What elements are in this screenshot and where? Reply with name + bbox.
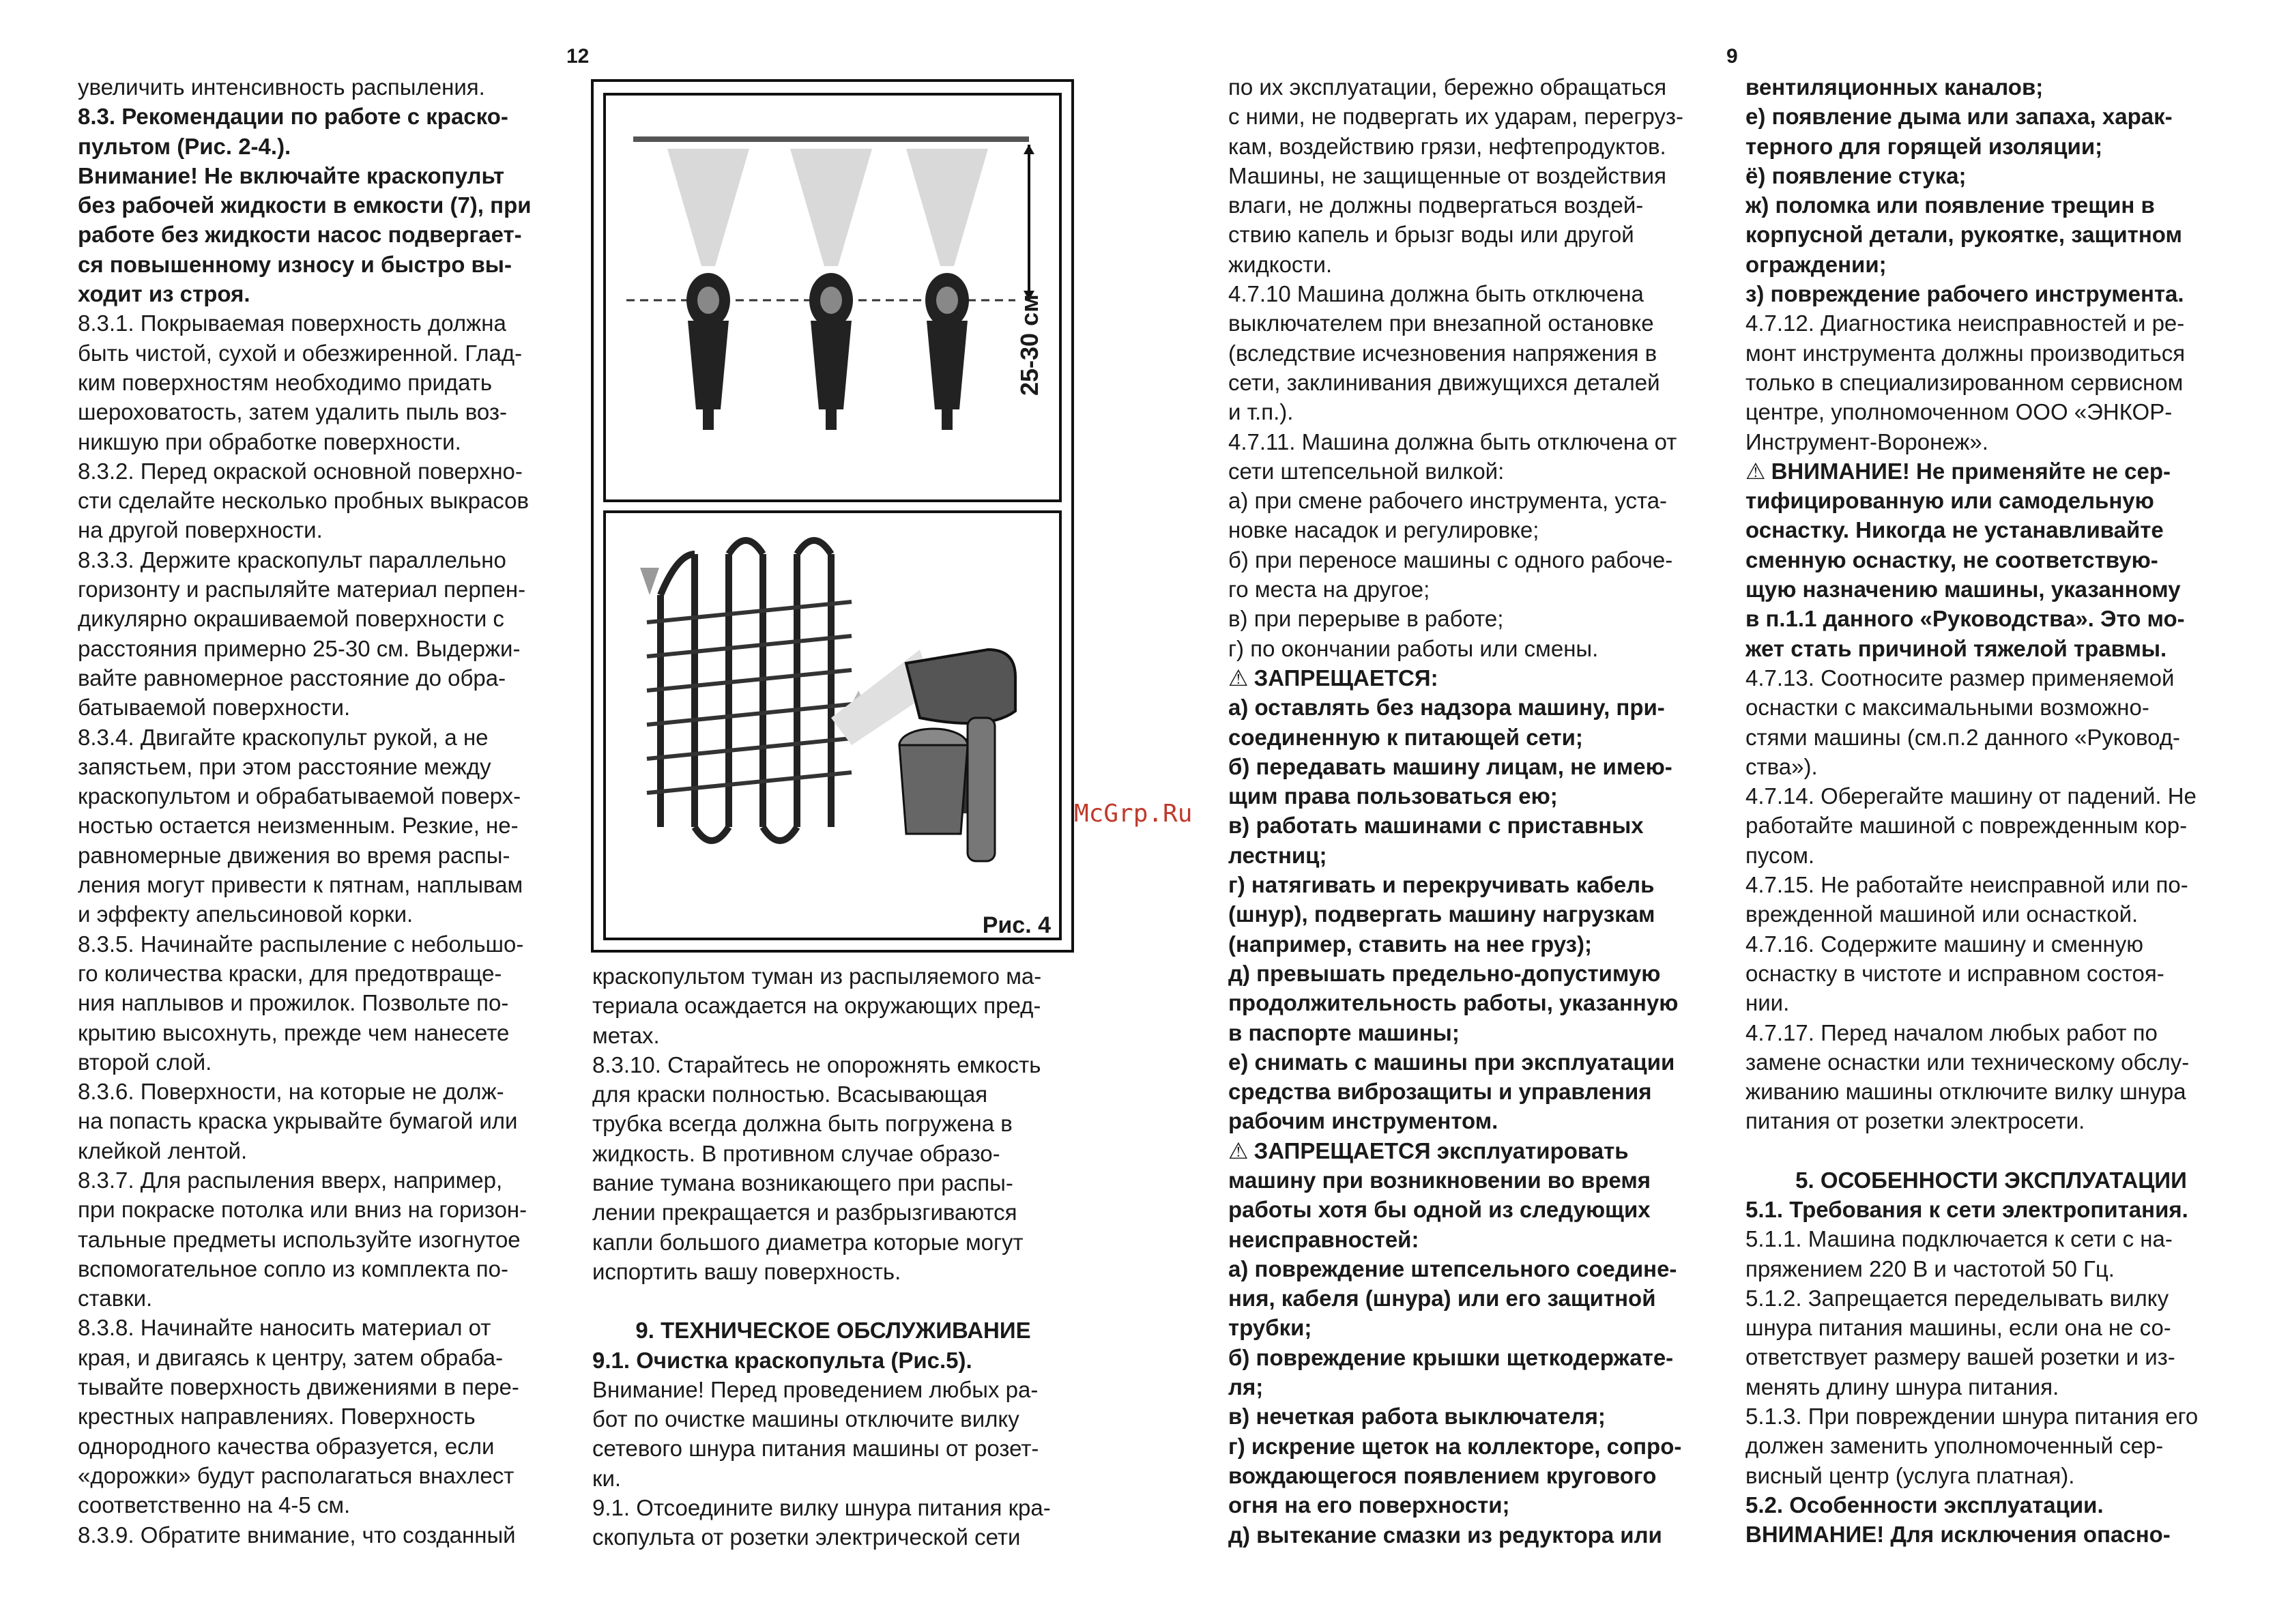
text-line: работы хотя бы одной из следующих [1228, 1197, 1651, 1223]
text-line: «дорожки» будут располагаться внахлест [78, 1462, 514, 1488]
warning-line: без рабочей жидкости в емкости (7), при [78, 192, 532, 218]
text-line: 8.3.10. Старайтесь не опорожнять емкость [592, 1052, 1041, 1077]
text-line: горизонту и распыляйте материал перпен- [78, 577, 526, 603]
text-line: оснастки с максимальными возможно- [1745, 695, 2149, 721]
text-line: метах. [592, 1022, 660, 1048]
text-line: сети штепсельной вилкой: [1228, 458, 1505, 484]
text-line: тальные предметы используйте изогнутое [78, 1226, 521, 1252]
text-line: 5.1.2. Запрещается переделывать вилку [1745, 1285, 2169, 1311]
section-heading: 9. ТЕХНИЧЕСКОЕ ОБСЛУЖИВАНИЕ [635, 1318, 1031, 1344]
spray-gun-1 [686, 273, 730, 430]
text-line: Инструмент-Воронеж». [1745, 429, 1988, 454]
text-line: корпусной детали, рукоятке, защитном [1745, 222, 2182, 248]
radiator-fins [647, 602, 852, 793]
text-line: работайте машиной с поврежденным кор- [1745, 813, 2188, 839]
text-line: з) повреждение рабочего инструмента. [1745, 281, 2184, 307]
text-line: д) превышать предельно-допустимую [1228, 960, 1661, 986]
radiator-spraying-illustration [606, 513, 1059, 938]
section-heading: 5. ОСОБЕННОСТИ ЭКСПЛУАТАЦИИ [1795, 1167, 2187, 1193]
prohibited-heading: ⚠ ЗАПРЕЩАЕТСЯ: [1228, 663, 1724, 693]
text-line: ки. [592, 1465, 622, 1491]
text-line: врежденной машиной или оснасткой. [1745, 901, 2139, 927]
text-line: центре, уполномоченном ООО «ЭНКОР- [1745, 399, 2173, 425]
text-line: сетевого шнура питания машины от розет- [592, 1436, 1039, 1462]
text-line: тывайте поверхность движениями в пере- [78, 1374, 519, 1400]
text-line: машину при возникновении во время [1228, 1167, 1651, 1193]
spray-gun [899, 650, 1015, 861]
figure-4 [591, 79, 1074, 953]
text-line: выключателем при внезапной остановке [1228, 310, 1654, 336]
text-line: 8.3.4. Двигайте краскопульт рукой, а не [78, 724, 489, 750]
text-line: тифицированную или самодельную [1745, 488, 2154, 514]
text-line: г) искрение щеток на коллекторе, сопро- [1228, 1433, 1682, 1459]
text-line: б) при переносе машины с одного рабоче- [1228, 547, 1673, 572]
text-line: д) вытекание смазки из редуктора или [1228, 1522, 1662, 1548]
text-line: средства виброзащиты и управления [1228, 1079, 1652, 1105]
text-line: пряжением 220 В и частотой 50 Гц. [1745, 1256, 2115, 1281]
text-line: запястьем, при этом расстояние между [78, 753, 491, 779]
text-line: 4.7.11. Машина должна быть отключена от [1228, 429, 1677, 454]
text-line: увеличить интенсивность распыления. [78, 74, 485, 100]
spray-cone-3 [906, 149, 988, 266]
text-line: для краски полностью. Всасывающая [592, 1082, 988, 1107]
text-line: трубки; [1228, 1315, 1312, 1341]
text-line: ким поверхностям необходимо придать [78, 369, 493, 395]
distance-label: 25-30 см [1015, 294, 1043, 396]
text-line: вспомогательное сопло из комплекта по- [78, 1256, 508, 1281]
text-line: только в специализированном сервисном [1745, 369, 2184, 395]
text-line: второй слой. [78, 1049, 212, 1075]
text-line: 4.7.14. Оберегайте машину от падений. Не [1745, 783, 2197, 809]
text-line: (вследствие исчезновения напряжения в [1228, 340, 1657, 366]
spray-cone-1 [667, 149, 749, 266]
column-4 [1745, 72, 2237, 1550]
text-line: терного для горящей изоляции; [1745, 133, 2103, 159]
text-line: в) при перерыве в работе; [1228, 606, 1504, 632]
text-line: ограждении; [1745, 251, 1887, 277]
spray-gun-2 [809, 273, 853, 430]
radiator [661, 540, 831, 841]
text-line: по их эксплуатации, бережно обращаться [1228, 74, 1667, 100]
text-line: в п.1.1 данного «Руководства». Это мо- [1745, 606, 2185, 632]
text-line: ства»). [1745, 753, 1818, 779]
text-line: 8.3.3. Держите краскопульт параллельно [78, 547, 506, 572]
text-line: 4.7.16. Содержите машину и сменную [1745, 931, 2143, 957]
text-line: стями машины (см.п.2 данного «Руковод- [1745, 724, 2181, 750]
text-line: бот по очистке машины отключите вилку [592, 1406, 1019, 1432]
text-line: висный центр (услуга платная). [1745, 1462, 2075, 1488]
text-line: оснастку в чистоте и исправном состоя- [1745, 960, 2164, 986]
text-line: ж) поломка или появление трещин в [1745, 192, 2155, 218]
text-line: новке насадок и регулировке; [1228, 517, 1539, 543]
text-line: Внимание! Перед проведением любых ра- [592, 1376, 1039, 1402]
column-2 [592, 961, 1074, 1552]
text-line: батываемой поверхности. [78, 695, 351, 721]
text-line: 4.7.17. Перед началом любых работ по [1745, 1019, 2158, 1045]
spray-cone-2 [790, 149, 872, 266]
text-line: ВНИМАНИЕ! Для исключения опасно- [1745, 1522, 2171, 1548]
spray-gun-3 [925, 273, 969, 430]
column-3 [1228, 72, 1724, 1550]
text-line: с ними, не подвергать их ударам, перегруз- [1228, 104, 1683, 130]
text-line: скопульта от розетки электрической сети [592, 1524, 1021, 1550]
text-line: испортить вашу поверхность. [592, 1258, 901, 1284]
text-line: монт инструмента должны производиться [1745, 340, 2186, 366]
text-line: ответствует размеру вашей розетки и из- [1745, 1344, 2175, 1370]
text-line: ля; [1228, 1374, 1264, 1400]
text-line: соединенную к питающей сети; [1228, 724, 1583, 750]
text-line: 8.3.6. Поверхности, на которые не долж- [78, 1079, 504, 1105]
subsection-heading: 5.1. Требования к сети электропитания. [1745, 1196, 2188, 1222]
text-line: териала осаждается на окружающих пред- [592, 993, 1041, 1019]
text-line: сменную оснастку, не соответствую- [1745, 547, 2158, 572]
text-line: щим права пользоваться ею; [1228, 783, 1558, 809]
text-line: должен заменить уполномоченный сер- [1745, 1433, 2164, 1459]
text-line: края, и двигаясь к центру, затем обраба- [78, 1344, 504, 1370]
page-number-right: 9 [1726, 45, 1738, 68]
text-line: быть чистой, сухой и обезжиренной. Глад- [78, 340, 523, 366]
text-line: вентиляционных каналов; [1745, 74, 2044, 100]
text-line: краскопультом туман из распыляемого ма- [592, 963, 1042, 989]
text-line: жидкость. В противном случае образо- [592, 1140, 1000, 1166]
text-line: равномерные движения во время распы- [78, 842, 510, 868]
section-heading: 8.3. Рекомендации по работе с краско- [78, 104, 508, 130]
text-line: и т.п.). [1228, 399, 1294, 425]
text-line: 8.3.1. Покрываемая поверхность должна [78, 310, 506, 336]
warning-line: ходит из строя. [78, 281, 250, 307]
text-line: краскопультом и обрабатываемой поверх- [78, 783, 521, 809]
text-line: г) по окончании работы или смены. [1228, 635, 1599, 661]
text-line: е) снимать с машины при эксплуатации [1228, 1049, 1675, 1075]
spray-distance-illustration [606, 96, 1059, 499]
text-line: питания от розетки электросети. [1745, 1108, 2085, 1134]
text-line: никшую при обработке поверхности. [78, 429, 461, 454]
text-line: ления могут привести к пятнам, наплывам [78, 872, 523, 898]
text-line: жидкости. [1228, 251, 1333, 277]
text-line: е) появление дыма или запаха, харак- [1745, 104, 2173, 130]
text-line: трубка всегда должна быть погружена в [592, 1111, 1013, 1137]
text-line: вание тумана возникающего при распы- [592, 1170, 1013, 1196]
text-line: крестных направлениях. Поверхность [78, 1404, 476, 1430]
text-line: 5.1.1. Машина подключается к сети с на- [1745, 1226, 2173, 1252]
text-line: шероховатость, затем удалить пыль воз- [78, 399, 508, 425]
text-line: ния, кабеля (шнура) или его защитной [1228, 1286, 1656, 1311]
text-line: 4.7.12. Диагностика неисправностей и ре- [1745, 310, 2185, 336]
figure-caption: Рис. 4 [982, 912, 1051, 938]
column-1 [78, 72, 564, 1550]
figure-4-radiator-panel [603, 510, 1062, 940]
text-line: а) оставлять без надзора машину, при- [1228, 695, 1665, 721]
text-line: дикулярно окрашиваемой поверхности с [78, 606, 504, 632]
text-line: менять длину шнура питания. [1745, 1374, 2059, 1400]
subsection-heading: 9.1. Очистка краскопульта (Рис.5). [592, 1347, 972, 1373]
text-line: 8.3.2. Перед окраской основной поверхно- [78, 458, 523, 484]
text-line: 8.3.5. Начинайте распыление с небольшо- [78, 931, 524, 957]
text-line: неисправностей: [1228, 1226, 1419, 1252]
text-line: Машины, не защищенные от воздействия [1228, 162, 1666, 188]
text-line: вождающегося появлением кругового [1228, 1462, 1657, 1488]
text-line: (шнур), подвергать машину нагрузкам [1228, 901, 1655, 927]
text-line: г) натягивать и перекручивать кабель [1228, 872, 1655, 898]
text-line: соответственно на 4-5 см. [78, 1492, 351, 1518]
text-line: в) нечеткая работа выключателя; [1228, 1404, 1606, 1430]
text-line: сети, заклинивания движущихся деталей [1228, 369, 1660, 395]
text-line: огня на его поверхности; [1228, 1492, 1510, 1518]
text-line: б) повреждение крышки щеткодержате- [1228, 1344, 1674, 1370]
text-line: 8.3.8. Начинайте наносить материал от [78, 1315, 491, 1341]
text-line: 4.7.10 Машина должна быть отключена [1228, 281, 1644, 307]
text-line: б) передавать машину лицам, не имею- [1228, 753, 1672, 779]
text-line: 4.7.15. Не работайте неисправной или по- [1745, 872, 2188, 898]
text-line: го количества краски, для предотвраще- [78, 960, 502, 986]
text-line: расстояния примерно 25-30 см. Выдержи- [78, 635, 521, 661]
text-line: влаги, не должны подвергаться воздей- [1228, 192, 1644, 218]
text-line: шнура питания машины, если она не со- [1745, 1315, 2171, 1341]
text-line: в паспорте машины; [1228, 1019, 1460, 1045]
text-line: 8.3.7. Для распыления вверх, например, [78, 1167, 503, 1193]
text-line: ностью остается неизменным. Резкие, не- [78, 813, 519, 839]
text-line: 8.3.9. Обратите внимание, что созданный [78, 1522, 516, 1548]
text-line: рабочим инструментом. [1228, 1108, 1498, 1134]
text-line: при покраске потолка или вниз на горизон- [78, 1197, 527, 1223]
page-number-left: 12 [566, 45, 590, 68]
text-line: сти сделайте несколько пробных выкрасов [78, 488, 530, 514]
text-line: на попасть краска укрывайте бумагой или [78, 1108, 518, 1134]
text-line: 5.1.3. При повреждении шнура питания его [1745, 1404, 2199, 1430]
text-line: пусом. [1745, 842, 1815, 868]
text-line: вайте равномерное расстояние до обра- [78, 665, 506, 691]
text-line: 4.7.13. Соотносите размер применяемой [1745, 665, 2175, 691]
text-line: ё) появление стука; [1745, 162, 1967, 188]
text-line: живанию машины отключите вилку шнура [1745, 1079, 2186, 1105]
text-line: капли большого диаметра которые могут [592, 1229, 1024, 1255]
text-line: однородного качества образуется, если [78, 1433, 495, 1459]
text-line: го места на другое; [1228, 577, 1430, 603]
text-line: лении прекращается и разбрызгиваются [592, 1200, 1017, 1226]
text-line: лестниц; [1228, 842, 1327, 868]
text-line: кам, воздействию грязи, нефтепродуктов. [1228, 133, 1666, 159]
text-line: замене оснастки или техническому обслу- [1745, 1049, 2190, 1075]
warning-line: Внимание! Не включайте краскопульт [78, 162, 505, 188]
watermark: McGrp.Ru [1074, 800, 1193, 828]
text-line: а) повреждение штепсельного соедине- [1228, 1256, 1677, 1281]
text-line: ствию капель и брызг воды или другой [1228, 222, 1634, 248]
text-line: клейкой лентой. [78, 1137, 248, 1163]
section-heading: пультом (Рис. 2-4.). [78, 133, 291, 159]
text-line: а) при смене рабочего инструмента, уста- [1228, 488, 1668, 514]
warning-line: работе без жидкости насос подвергает- [78, 222, 522, 248]
text-line: в) работать машинами с приставных [1228, 813, 1644, 839]
text-line: продолжительность работы, указанную [1228, 990, 1679, 1016]
text-line: ния наплывов и прожилок. Позвольте по- [78, 990, 509, 1016]
down-arrow-icon [640, 568, 659, 595]
text-line: нии. [1745, 990, 1790, 1016]
prohibited-operation-heading: ⚠ ЗАПРЕЩАЕТСЯ эксплуатировать [1228, 1136, 1724, 1165]
text-line: на другой поверхности. [78, 517, 323, 543]
text-line: и эффекту апельсиновой корки. [78, 901, 414, 927]
text-line: 9.1. Отсоедините вилку шнура питания кра- [592, 1495, 1051, 1521]
warning-line: ся повышенному износу и быстро вы- [78, 251, 512, 277]
text-line: оснастку. Никогда не устанавливайте [1745, 517, 2164, 543]
figure-4-spray-distance-panel [603, 93, 1062, 502]
subsection-heading: 5.2. Особенности эксплуатации. [1745, 1492, 2104, 1518]
text-line: щую назначению машины, указанному [1745, 577, 2181, 603]
text-line: ставки. [78, 1286, 153, 1311]
attention-heading: ⚠ ВНИМАНИЕ! Не применяйте не сер- [1745, 456, 2237, 486]
text-line: (например, ставить на нее груз); [1228, 931, 1592, 957]
text-line: жет стать причиной тяжелой травмы. [1745, 635, 2167, 661]
text-line: крытию высохнуть, прежде чем нанесете [78, 1019, 510, 1045]
